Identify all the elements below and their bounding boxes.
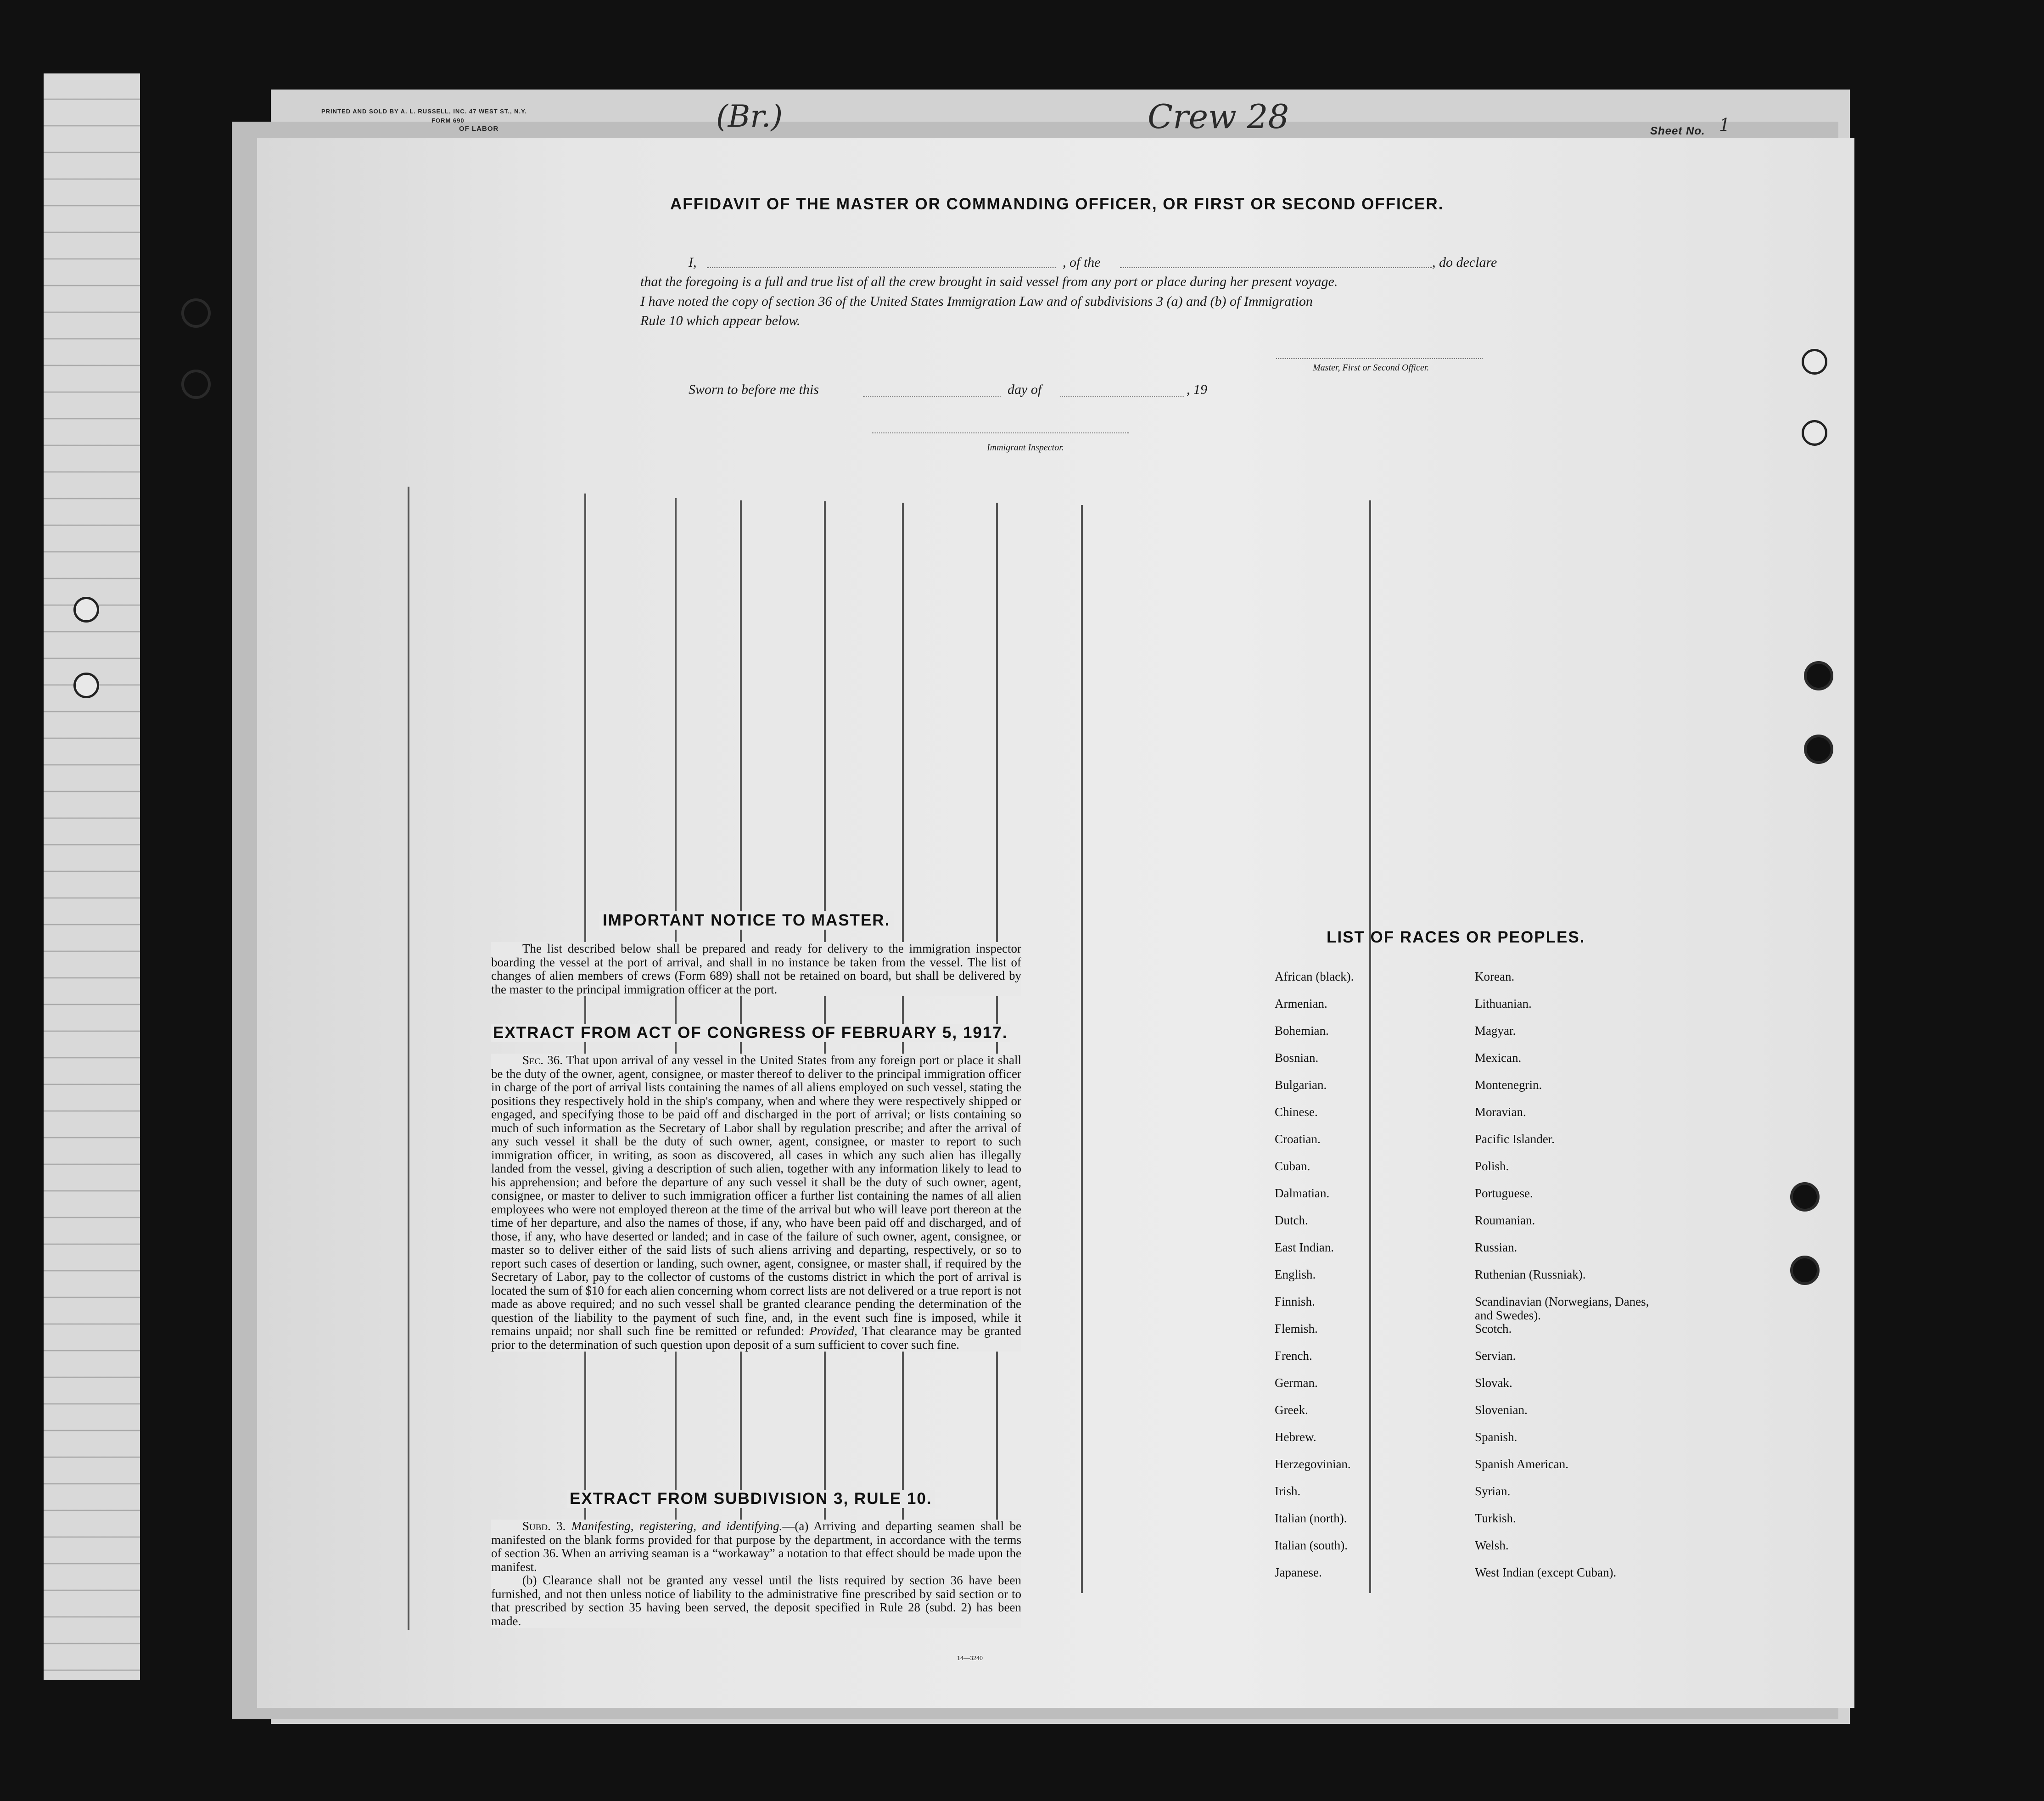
subd-heading: Manifesting, registering, and identifying.: [571, 1519, 783, 1533]
race-item: French.: [1275, 1349, 1312, 1363]
punch-hole-icon: [1790, 1256, 1820, 1285]
rule-para-a-text: —(a) Arriving and departing seamen shall be manifested on the blank forms provided for that purpose by the department, in accordance with the terms of section 36. When an arriving seaman is a “workaway” a notation to that effect should be made upon the manifest.: [491, 1519, 1021, 1574]
race-item: Scandinavian (Norwegians, Danes, and Swedes).: [1475, 1295, 1649, 1322]
day-blank: [863, 396, 1001, 397]
race-item: Scotch.: [1475, 1322, 1512, 1335]
race-item: Slovenian.: [1475, 1403, 1528, 1417]
rule-extract-title: EXTRACT FROM SUBDIVISION 3, RULE 10.: [567, 1490, 935, 1508]
race-item: Russian.: [1475, 1240, 1518, 1254]
column-rule: [740, 500, 742, 1598]
affidavit-i: I,: [689, 255, 697, 270]
notice-body: The list described below shall be prepared and ready for delivery to the immigration inspector boarding the vessel at the port of arrival, and shall in no instance be taken from the vessel. The list of changes of alien members of crews (Form 689) shall not be retained on board, but shall be delivered by the master to the principal immigration officer at the port.: [491, 942, 1021, 996]
race-item: Pacific Islander.: [1475, 1132, 1555, 1146]
race-item: Slovak.: [1475, 1376, 1512, 1390]
handwritten-mark: (Br.): [716, 99, 783, 134]
race-item: Lithuanian.: [1475, 997, 1532, 1010]
race-item: Italian (north).: [1275, 1511, 1347, 1525]
race-item: Croatian.: [1275, 1132, 1321, 1146]
race-item: Syrian.: [1475, 1484, 1511, 1498]
punch-hole-icon: [181, 370, 211, 399]
race-item: Irish.: [1275, 1484, 1301, 1498]
race-item: Polish.: [1475, 1159, 1509, 1173]
race-item: Ruthenian (Russniak).: [1475, 1268, 1586, 1281]
affidavit-line-2: that the foregoing is a full and true list of all the crew brought in said vessel from any port or place during her present voyage.: [640, 274, 1338, 289]
binder-hole-icon: [73, 673, 99, 698]
rule-para-b-text: Clearance shall not be granted any vessel until the lists required by section 36 have been furnished, and not then unless notice of liability to the administrative fine prescribed by said section or to that prescribed by section 35 having been served, the deposit specified in Rule 28 (subd. 2) has been made.: [491, 1573, 1022, 1628]
act-body: That upon arrival of any vessel in the United States from any foreign port or place it shall be the duty of the owner, agent, consignee, or master thereof to deliver to the principal immigration officer in charge of the port of arrival lists containing the names of all aliens employed on such vessel, stating the positions they respectively hold in the ship's company, when and where they were respectively shipped or engaged, and specifying those to be paid off and discharged in the port of arrival; or lists containing so much of such information as the Secretary of Labor shall by regulation prescribe; and after the arrival of any such vessel it shall be the duty of such owner, agent, consignee, or master to report to such immigration officer, in writing, as soon as discovered, all cases in which any such alien has illegally landed from the vessel, giving a description of such alien, together with any information likely to lead to his apprehension; and before the departure of any such vessel it shall be the duty of such owner, agent, consignee, or master to deliver to such immigration officer a further list containing the names of all alien employees who were not employed thereon at the time of the arrival but who will leave port thereon at the time of her departure, and also the names of those, if any, who have been paid off and discharged, and of those, if any, who have deserted or landed; and in case of the failure of such owner, agent, consignee, or master so to deliver either of the said lists of such aliens arriving and departing, respectively, or so to report such cases of desertion or landing, such owner, agent, consignee, or master shall, if required by the Secretary of Labor, pay to the collector of customs of the customs district in which the port of arrival is located the sum of $10 for each alien concerning whom correct lists are not delivered or a true report is not made as above required; and no such vessel shall be granted clearance pending the determination of the question of the liability to the payment of such fine, and, in the event such fine is imposed, while it remains unpaid; nor shall such fine be remitted or refunded:: [491, 1053, 1022, 1338]
race-item: Bosnian.: [1275, 1051, 1319, 1065]
form-number: FORM 690: [431, 117, 465, 124]
act-extract-paragraph: [491, 1054, 1021, 1352]
race-item: Bohemian.: [1275, 1024, 1329, 1038]
rule-para-b: [491, 1574, 1021, 1628]
notice-title: IMPORTANT NOTICE TO MASTER.: [599, 911, 894, 930]
race-item: Bulgarian.: [1275, 1078, 1327, 1092]
race-item: Spanish American.: [1475, 1457, 1568, 1471]
race-item: Chinese.: [1275, 1105, 1318, 1119]
column-rule: [824, 501, 826, 1596]
punch-hole-icon: [1804, 735, 1833, 764]
race-item: Dalmatian.: [1275, 1186, 1330, 1200]
race-item: West Indian (except Cuban).: [1475, 1565, 1617, 1579]
binder-page-edge: [44, 73, 140, 1680]
para-b-label: (b): [522, 1573, 537, 1587]
year-text: , 19: [1187, 382, 1207, 397]
race-item: African (black).: [1275, 970, 1354, 983]
binder-hole-icon: [73, 597, 99, 623]
notice-block: [491, 942, 1021, 996]
race-item: Mexican.: [1475, 1051, 1522, 1065]
race-item: Finnish.: [1275, 1295, 1315, 1308]
race-item: Turkish.: [1475, 1511, 1516, 1525]
affidavit-line-3: I have noted the copy of section 36 of the United States Immigration Law and of subdivisions 3 (a) and (b) of Immigration: [640, 294, 1313, 309]
race-item: Magyar.: [1475, 1024, 1516, 1038]
punch-hole-icon: [181, 298, 211, 328]
race-item: German.: [1275, 1376, 1318, 1390]
race-item: Cuban.: [1275, 1159, 1310, 1173]
race-item: Hebrew.: [1275, 1430, 1316, 1444]
race-item: Welsh.: [1475, 1538, 1509, 1552]
race-item: Greek.: [1275, 1403, 1308, 1417]
affidavit-of-the: , of the: [1063, 255, 1101, 270]
race-item: Herzegovinian.: [1275, 1457, 1351, 1471]
rule-para-a: [491, 1520, 1021, 1574]
inspector-signature-blank: [872, 432, 1129, 433]
race-item: Spanish.: [1475, 1430, 1518, 1444]
rule-extract-block: [491, 1520, 1021, 1628]
officer-signature-blank: [1276, 358, 1483, 359]
column-rule: [675, 498, 677, 1600]
sheet-number: 1: [1719, 115, 1730, 135]
name-blank: [707, 267, 1056, 268]
provided-word: Provided,: [809, 1324, 857, 1338]
race-item: Korean.: [1475, 970, 1515, 983]
sheet-label: Sheet No.: [1650, 125, 1705, 137]
form-code: 14—3240: [957, 1655, 983, 1662]
officer-caption: Master, First or Second Officer.: [1313, 363, 1429, 373]
inspector-caption: Immigrant Inspector.: [987, 443, 1064, 453]
punch-hole-icon: [1790, 1182, 1820, 1212]
race-item: English.: [1275, 1268, 1316, 1281]
affidavit-title: AFFIDAVIT OF THE MASTER OR COMMANDING OFFICER, OR FIRST OR SECOND OFFICER.: [670, 195, 1444, 213]
race-item: Italian (south).: [1275, 1538, 1348, 1552]
race-item: Flemish.: [1275, 1322, 1318, 1335]
act-extract-title: EXTRACT FROM ACT OF CONGRESS OF FEBRUARY 5, 1917.: [491, 1024, 1010, 1042]
printer-line: PRINTED AND SOLD BY A. L. RUSSELL, INC. 47 WEST ST., N.Y.: [321, 108, 527, 115]
column-rule: [1081, 505, 1083, 1593]
handwritten-crew-note: Crew 28: [1148, 97, 1289, 136]
race-item: Montenegrin.: [1475, 1078, 1542, 1092]
month-blank: [1060, 396, 1184, 397]
race-item: Portuguese.: [1475, 1186, 1533, 1200]
punch-hole-icon: [1804, 661, 1833, 690]
race-item: Servian.: [1475, 1349, 1516, 1363]
column-rule: [408, 487, 409, 1630]
department-fragment: OF LABOR: [459, 125, 499, 133]
column-rule: [584, 494, 586, 1605]
binder-hole-icon: [1802, 420, 1827, 446]
race-item: Dutch.: [1275, 1213, 1308, 1227]
races-left-column: [1275, 970, 1467, 1593]
column-rule: [996, 503, 998, 1593]
act-body-end: That clearance may be granted prior to the determination of such question upon deposit of a sum sufficient to cover such fine.: [491, 1324, 1022, 1352]
column-rule: [902, 503, 904, 1595]
act-extract-block: [491, 1054, 1021, 1352]
sec-label: Sec. 36.: [522, 1053, 563, 1067]
day-of-text: day of: [1008, 382, 1042, 397]
race-item: Moravian.: [1475, 1105, 1526, 1119]
races-title: LIST OF RACES OR PEOPLES.: [1327, 928, 1585, 946]
sworn-text: Sworn to before me this: [689, 382, 819, 397]
races-right-column: [1475, 970, 1668, 1593]
race-item: Armenian.: [1275, 997, 1327, 1010]
subd-label: Subd. 3.: [522, 1519, 566, 1533]
race-item: East Indian.: [1275, 1240, 1334, 1254]
binder-hole-icon: [1802, 349, 1827, 375]
vessel-blank: [1120, 267, 1432, 268]
race-item: Japanese.: [1275, 1565, 1322, 1579]
race-item: Roumanian.: [1475, 1213, 1535, 1227]
affidavit-declare: , do declare: [1432, 255, 1497, 270]
affidavit-line-4: Rule 10 which appear below.: [640, 313, 801, 328]
